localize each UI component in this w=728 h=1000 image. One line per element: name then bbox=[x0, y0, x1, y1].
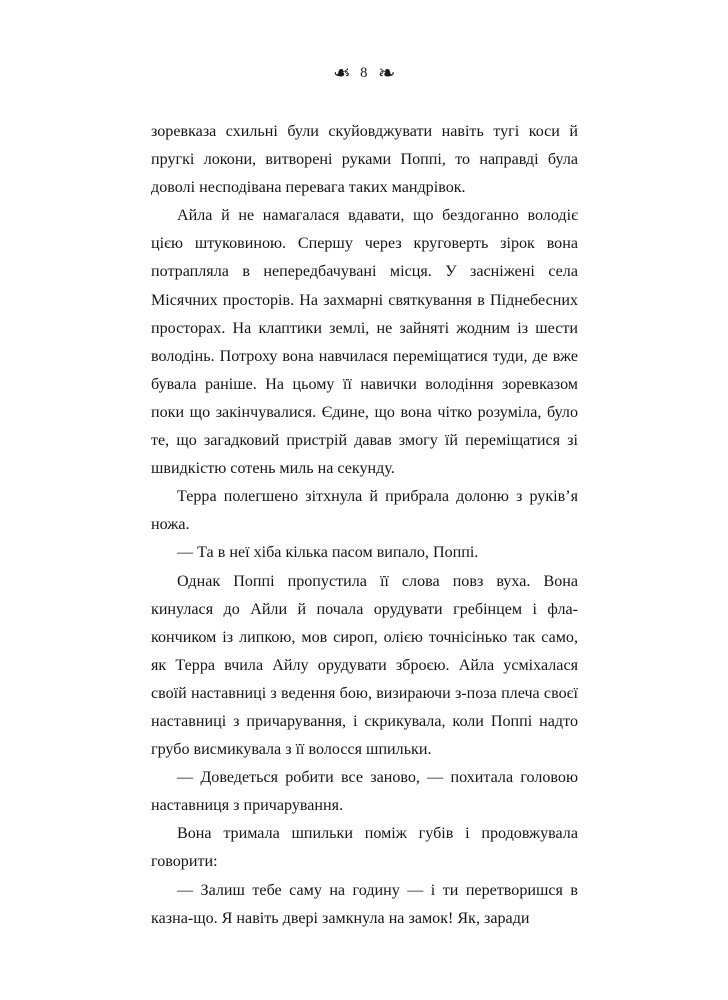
page-number: 8 bbox=[360, 64, 368, 81]
paragraph: зоревказа схильні були скуйовджувати навіть тугі коси й пругкі локони, витворені руками Поппі, то направді була доволі несподівана перевага таких мандрівок. bbox=[151, 123, 578, 197]
paragraph: Вона тримала шпильки поміж губів і продовжувала говорити: bbox=[151, 825, 578, 871]
paragraph: Терра полегшено зітхнула й прибрала долоню з руків’я ножа. bbox=[151, 488, 578, 534]
paragraph: — Та в неї хіба кілька пасом випало, Поппі. bbox=[177, 544, 479, 562]
ornament-left-icon: ❧ bbox=[332, 60, 351, 85]
body-text bbox=[151, 118, 578, 933]
page-header bbox=[0, 58, 728, 88]
paragraph: Однак Поппі пропустила її слова повз вуха. Вона кинулася до Айли й почала орудувати гребінцем і флакончиком із липкою, мов сироп, олією точнісінько так само, як Терра вчила Айлу орудувати зброєю. Айла усміхалася своїй наставниці з ведення бою, визираючи з-поза плеча своєї наставниці з причарування, і скрикувала, коли Поппі надто грубо висмикувала з її волосся шпильки. bbox=[151, 572, 578, 759]
paragraph: — Доведеться робити все заново, — похитала головою наставниця з причарування. bbox=[151, 769, 578, 815]
ornament-right-icon: ❧ bbox=[377, 60, 396, 85]
paragraph: Айла й не намагалася вдавати, що бездоганно володіє цією штуковиною. Спершу через круговерть зірок вона потрапляла в непередбачувані місця. У засніжені села Місячних просторів. На захмарні святкування в Піднебесних просторах. На клаптики землі, не зайняті жодним із шести володінь. Потроху вона навчилася переміщатися туди, де вже бувала раніше. На цьому її навички володіння зоревказом поки що закінчувалися. Єдине, що вона чітко розуміла, було те, що загадковий пристрій давав змогу їй переміщатися зі швидкістю сотень миль на секунду. bbox=[151, 207, 578, 478]
paragraph: — Залиш тебе саму на годину — і ти перетворишся в казна-що. Я навіть двері замкнула на замок! Як, заради bbox=[151, 881, 578, 927]
